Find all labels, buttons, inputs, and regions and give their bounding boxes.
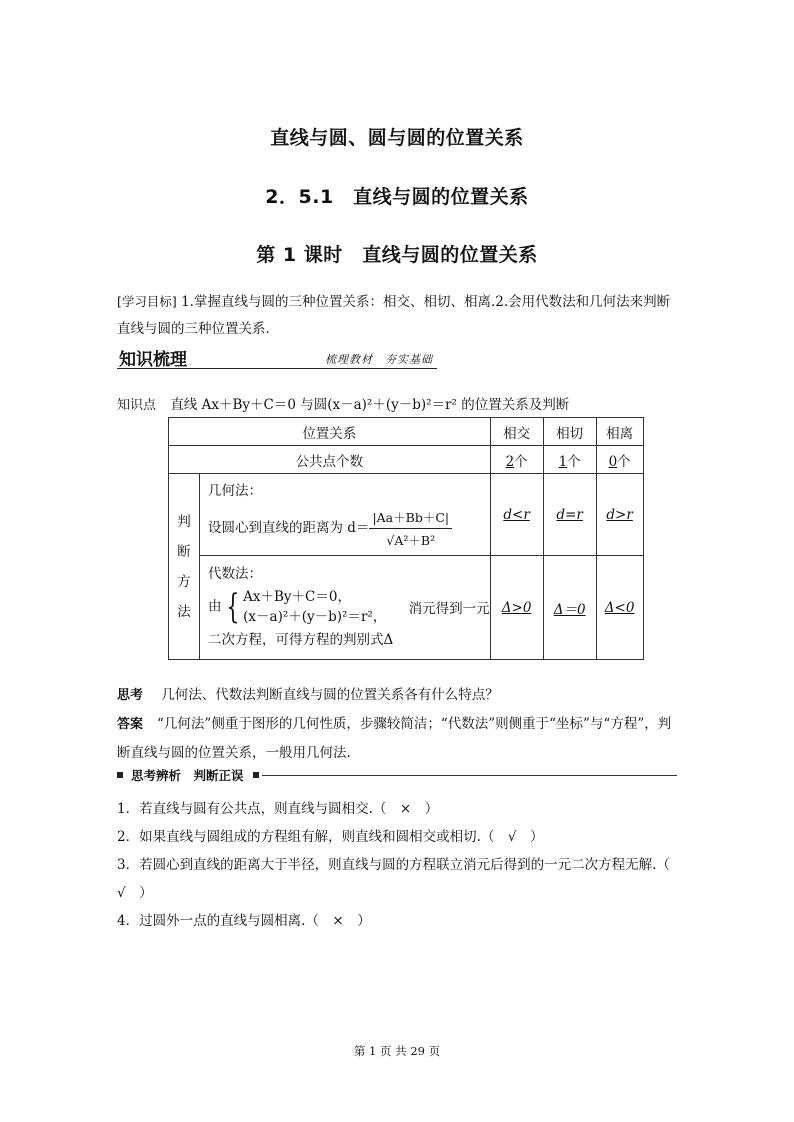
distance-fraction <box>369 508 452 549</box>
quiz-heading-rule <box>262 775 677 776</box>
square-bullet-icon <box>117 772 123 778</box>
geometric-title: 几何法： <box>208 483 262 499</box>
table-header-intersect: 相交 <box>490 418 543 446</box>
left-brace-icon: { <box>225 586 239 627</box>
learning-goal-text: 1.掌握直线与圆的三种位置关系：相交、相切、相离.2.会用代数法和几何法来判断直线与圆的三种位置关系. <box>117 294 671 337</box>
unit: 个 <box>567 453 581 470</box>
table-header-tangent: 相切 <box>543 418 596 446</box>
table-cell <box>596 556 643 660</box>
algebraic-prefix: 由 <box>208 598 222 614</box>
geometric-intersect: d<r <box>503 506 530 523</box>
algebraic-intersect: Δ>0 <box>501 599 532 616</box>
table-cell <box>490 474 543 556</box>
section-heading <box>117 345 441 371</box>
think-question <box>117 683 499 703</box>
method-side-label <box>169 474 200 660</box>
section-heading-rule <box>117 368 437 369</box>
page-footer: 第 1 页 共 29 页 <box>353 1044 441 1058</box>
relation-table <box>168 417 644 660</box>
knowledge-point <box>117 393 569 413</box>
side-char: 断 <box>177 543 191 560</box>
side-char: 判 <box>177 513 191 530</box>
geometric-tangent: d=r <box>556 506 583 523</box>
answer-text: “几何法”侧重于图形的几何性质，步骤较简洁；“代数法”则侧重于“坐标”与“方程”，判断直线与圆的位置关系，一般用几何法. <box>117 716 672 761</box>
knowledge-point-text: 直线 Ax＋By＋C＝0 与圆(x－a)²＋(y－b)²＝r² 的位置关系及判断 <box>170 397 570 413</box>
equation-line: Ax＋By＋C＝0， <box>243 588 351 605</box>
section-heading-script: 梳理教材 夯实基础 <box>325 353 433 366</box>
quiz-items <box>117 795 684 935</box>
quiz-item: 3．若圆心到直线的距离大于半径，则直线与圆的方程联立消元后得到的一元二次方程无解.（ √ ） <box>117 857 684 901</box>
learning-goal <box>117 288 677 343</box>
algebraic-title: 代数法： <box>208 565 262 582</box>
geometric-desc: 设圆心到直线的距离为 d＝ <box>208 520 370 536</box>
quiz-heading: 思考辨析 判断正误 <box>131 768 244 783</box>
geometric-method-cell <box>200 474 491 556</box>
equation-line: (x－a)²＋(y－b)²＝r²， <box>243 608 387 625</box>
square-bullet-icon <box>253 772 259 778</box>
common-points-separate: 0 <box>608 453 618 470</box>
quiz-item: 2．如果直线与圆组成的方程组有解，则直线和圆相交或相切.（ √ ） <box>117 829 544 845</box>
section-title: 2．5.1 直线与圆的位置关系 <box>265 186 529 208</box>
common-points-intersect: 2 <box>505 453 515 470</box>
learning-goal-tag: [学习目标] <box>117 294 177 309</box>
think-label: 思考 <box>117 688 144 703</box>
fraction-denominator: √A²＋B² <box>386 533 436 548</box>
table-cell <box>490 556 543 660</box>
side-char: 法 <box>177 603 191 620</box>
table-common-points-label: 公共点个数 <box>169 446 491 474</box>
section-heading-name: 知识梳理 <box>119 350 187 370</box>
algebraic-method-cell <box>200 556 491 660</box>
table-cell <box>596 474 643 556</box>
table-cell <box>543 474 596 556</box>
think-text: 几何法、代数法判断直线与圆的位置关系各有什么特点？ <box>161 687 499 703</box>
quiz-item: 1．若直线与圆有公共点，则直线与圆相交.（ × ） <box>117 801 439 817</box>
geometric-separate: d>r <box>606 506 633 523</box>
answer-label: 答案 <box>117 717 144 732</box>
table-header-separate: 相离 <box>596 418 643 446</box>
table-cell <box>543 556 596 660</box>
main-title: 直线与圆、圆与圆的位置关系 <box>270 127 524 149</box>
algebraic-tangent: Δ＝0 <box>553 601 586 618</box>
unit: 个 <box>514 453 528 470</box>
common-points-tangent: 1 <box>558 453 568 470</box>
algebraic-suffix: 消元得到一元 <box>408 600 490 617</box>
table-cell <box>543 446 596 474</box>
algebraic-separate: Δ<0 <box>604 599 635 616</box>
table-cell <box>490 446 543 474</box>
quiz-heading-bar <box>117 766 677 784</box>
table-cell <box>596 446 643 474</box>
table-header-relation: 位置关系 <box>169 418 491 446</box>
side-char: 方 <box>177 573 191 590</box>
answer-block <box>117 710 679 767</box>
quiz-item: 4．过圆外一点的直线与圆相离.（ × ） <box>117 913 371 929</box>
knowledge-point-label: 知识点 <box>117 398 157 413</box>
lesson-title: 第 1 课时 直线与圆的位置关系 <box>256 244 538 266</box>
equation-system <box>243 587 386 627</box>
fraction-numerator: |Aa＋Bb＋C| <box>369 508 452 529</box>
algebraic-tail: 二次方程，可得方程的判别式Δ <box>208 631 394 648</box>
unit: 个 <box>617 453 631 470</box>
